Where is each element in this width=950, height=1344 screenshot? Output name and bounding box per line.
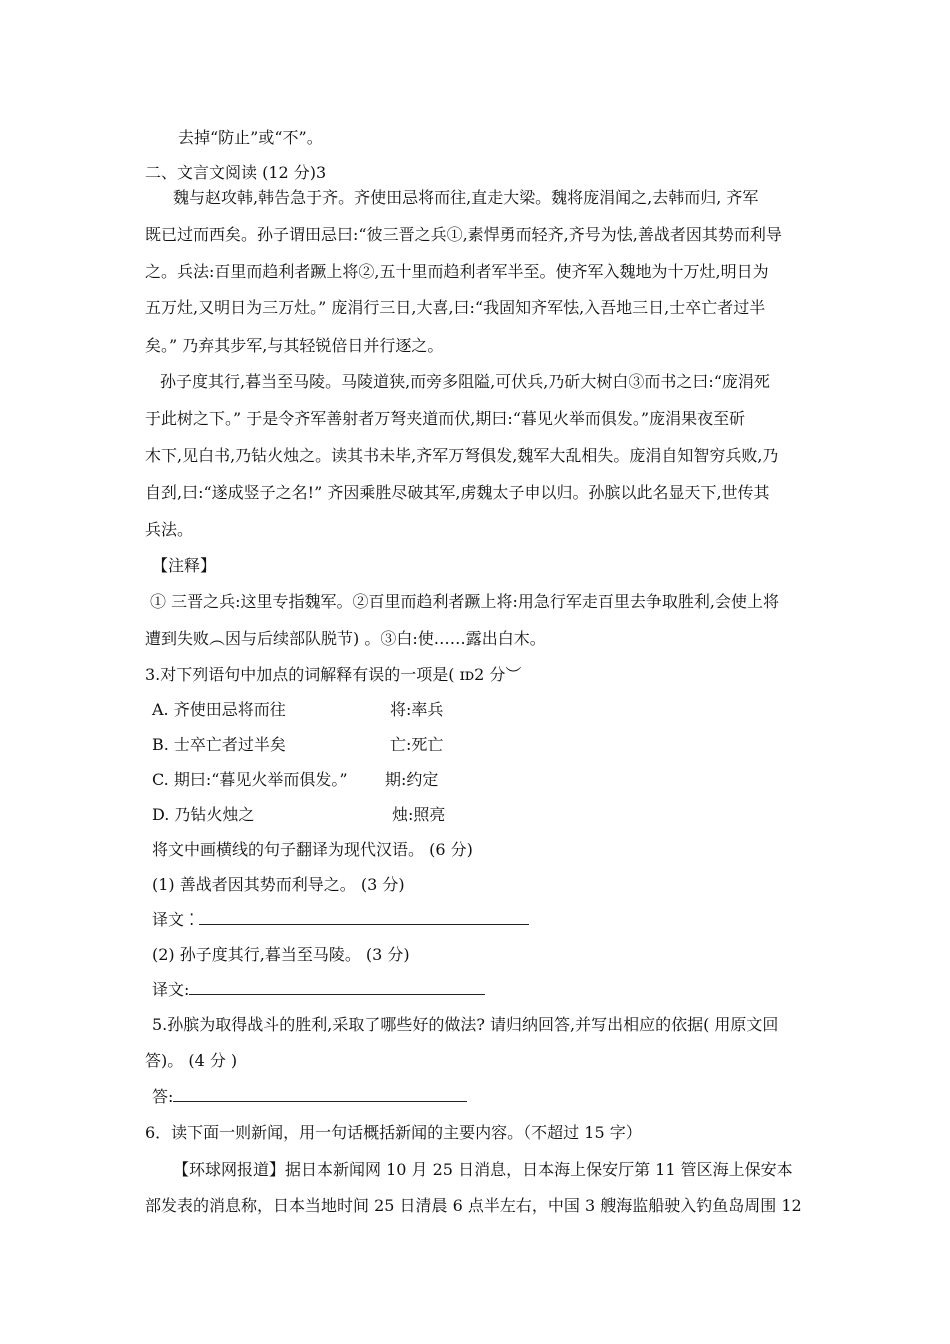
answer-blank[interactable] <box>173 1087 467 1102</box>
option-d-label: D. 乃钻火烛之 <box>152 805 255 824</box>
answer-label: 答: <box>152 1087 174 1106</box>
note-line: 遭到失败︵因与后续部队脱节) 。③白:使……露出白木。 <box>145 629 546 648</box>
option-c-label: C. 期曰:“暮见火举而俱发。” <box>152 770 348 789</box>
text-line: 答)。 (4 分 ) <box>145 1051 238 1070</box>
question-4: 将文中画横线的句子翻译为现代汉语。 (6 分) <box>152 840 473 859</box>
text-line: 五万灶,又明日为三万灶。” 庞涓行三日,大喜,曰:“我固知齐军怯,入吾地三日,士卒亡者过半 <box>145 298 766 317</box>
text-line: 于此树之下。” 于是令齐军善射者万弩夹道而伏,期曰:“暮见火举而俱发。”庞涓果夜至斫 <box>145 409 746 428</box>
question-4-part-1: (1) 善战者因其势而利导之。 (3 分) <box>152 875 405 894</box>
question-4-part-2: (2) 孙子度其行,暮当至马陵。 (3 分) <box>152 945 410 964</box>
text-line: 孙子度其行,暮当至马陵。马陵道狭,而旁多阻隘,可伏兵,乃斫大树白③而书之曰:“庞涓死 <box>160 372 770 391</box>
answer-label: 译文 ⁚ <box>152 910 195 929</box>
option-a-meaning: 将:率兵 <box>390 700 444 719</box>
text-line: 木下,见白书,乃钻火烛之。读其书未毕,齐军万弩俱发,魏军大乱相失。庞涓自知智穷兵败,乃 <box>145 446 779 465</box>
answer-line-1 <box>152 910 529 930</box>
text-line: 去掉“防止”或“不”。 <box>178 128 323 147</box>
answer-blank[interactable] <box>199 910 529 925</box>
option-d-meaning: 烛:照亮 <box>392 805 446 824</box>
option-b-label: B. 士卒亡者过半矣 <box>152 735 286 754</box>
section-heading: 二、文言文阅读 (12 分)3 <box>145 163 327 182</box>
question-6: 6．读下面一则新闻，用一句话概括新闻的主要内容。（不超过 15 字） <box>145 1123 642 1142</box>
question-5: 5.孙膑为取得战斗的胜利,采取了哪些好的做法? 请归纳回答,并写出相应的依据( 用原文回 <box>152 1015 779 1034</box>
text-line: 魏与赵攻韩,韩告急于齐。齐使田忌将而往,直走大梁。魏将庞涓闻之,去韩而归, 齐军 <box>173 188 759 207</box>
text-line: 矣。” 乃弃其步军,与其轻锐倍日并行逐之。 <box>145 336 444 355</box>
text-line: 自刭,曰:“遂成竖子之名!” 齐因乘胜尽破其军,虏魏太子申以归。孙膑以此名显天下,世传其 <box>145 483 770 502</box>
option-c-meaning: 期:约定 <box>385 770 439 789</box>
text-line: 兵法。 <box>145 520 194 539</box>
answer-line-2 <box>152 980 485 1000</box>
option-b-meaning: 亡:死亡 <box>390 735 444 754</box>
answer-blank[interactable] <box>189 980 485 995</box>
note-line: ① 三晋之兵:这里专指魏军。②百里而趋利者蹶上将:用急行军走百里去争取胜利,会使上将 <box>150 592 779 611</box>
question-3: 3.对下列语句中加点的词解释有误的一项是( ɪᴅ2 分︶ <box>145 665 522 684</box>
answer-label: 译文: <box>152 980 190 999</box>
text-line: 既已过而西矣。孙子谓田忌曰:“彼三晋之兵①,素悍勇而轻齐,齐号为怯,善战者因其势而利导 <box>145 225 782 244</box>
option-a-label: A. 齐使田忌将而往 <box>152 700 286 719</box>
answer-line-3 <box>152 1087 467 1107</box>
text-line: 之。兵法:百里而趋利者蹶上将②,五十里而趋利者军半至。使齐军入魏地为十万灶,明日为 <box>145 262 769 281</box>
notes-heading: 【注释】 <box>152 556 217 575</box>
news-line: 【环球网报道】据日本新闻网 10 月 25 日消息，日本海上保安厅第 11 管区海上保安本 <box>173 1160 793 1179</box>
news-line: 部发表的消息称，日本当地时间 25 日清晨 6 点半左右，中国 3 艘海监船驶入钓鱼岛周围 12 <box>145 1196 802 1215</box>
